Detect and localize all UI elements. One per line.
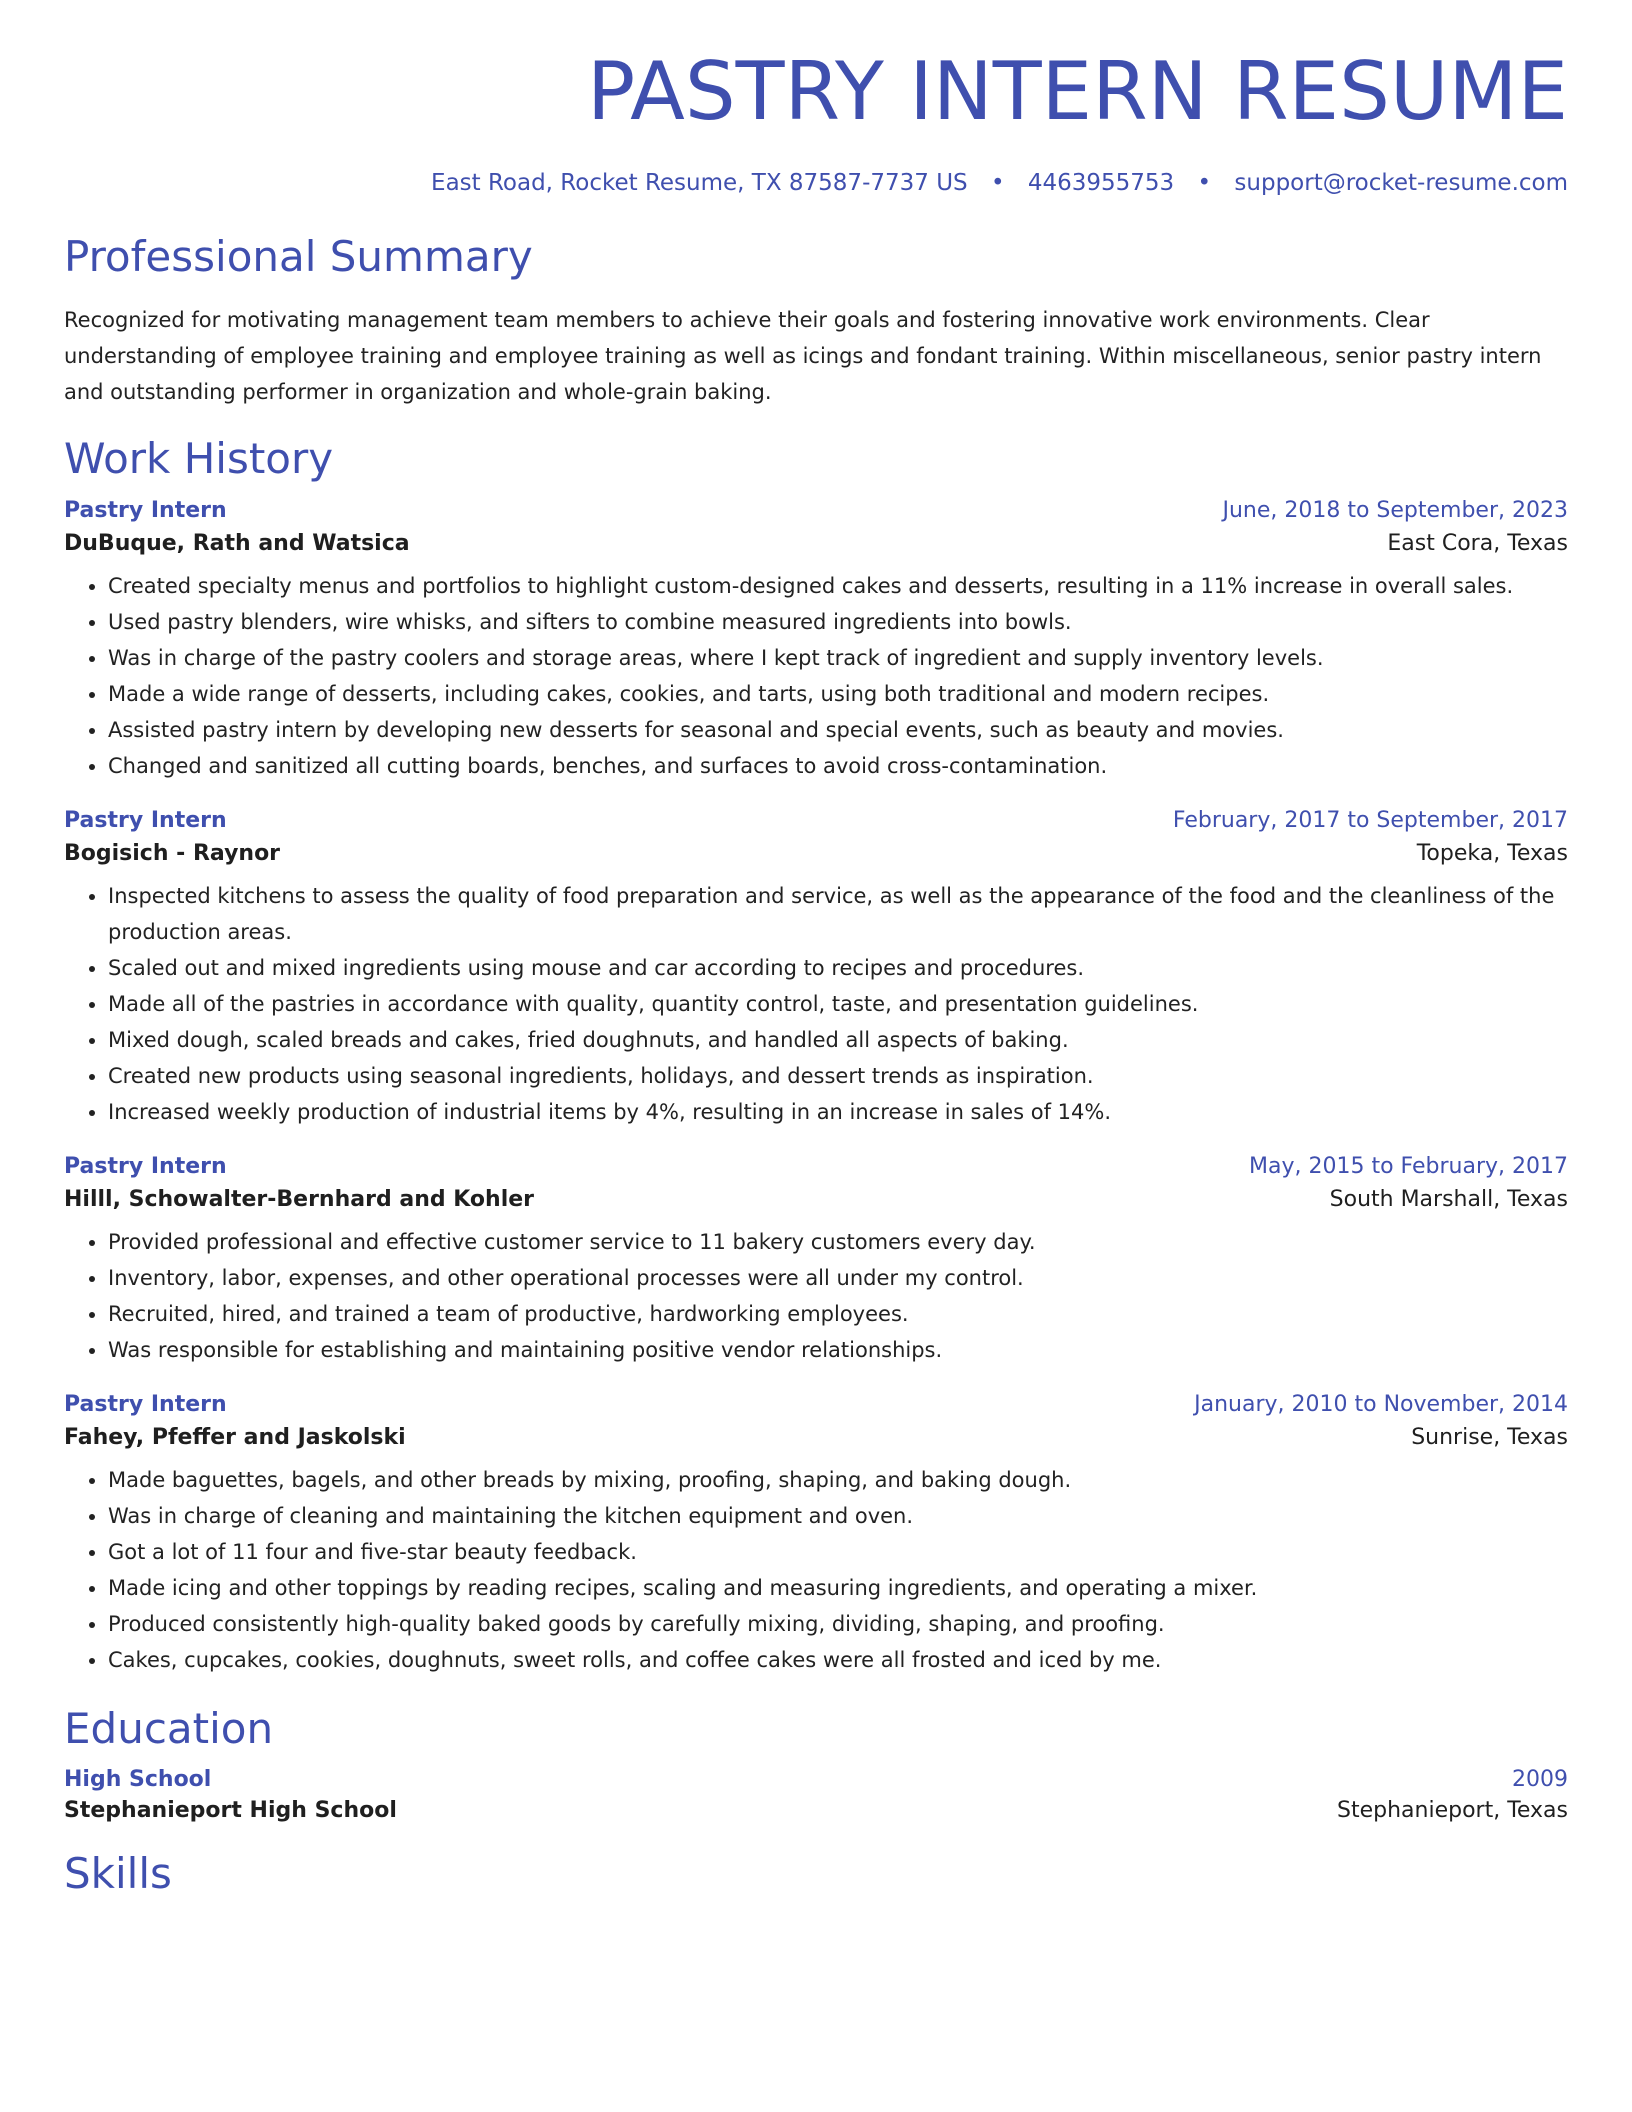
job-entry — [64, 1154, 1568, 1368]
bullet-item: • Produced consistently high-quality baked goods by carefully mixing, dividing, shaping, and proofing. — [108, 1606, 1568, 1642]
bullet-item: • Mixed dough, scaled breads and cakes, fried doughnuts, and handled all aspects of baking. — [108, 1022, 1568, 1058]
contact-email[interactable]: support@rocket-resume.com — [1234, 170, 1568, 196]
bullet-item: • Inspected kitchens to assess the quality of food preparation and service, as well as the appearance of the food and the cleanliness of the production areas. — [108, 878, 1568, 950]
education-row-1 — [64, 1767, 1568, 1792]
job-title-row — [64, 1392, 1568, 1417]
job-title-row — [64, 498, 1568, 523]
job-bullets — [64, 1224, 1568, 1368]
bullet-item: • Was responsible for establishing and maintaining positive vendor relationships. — [108, 1332, 1568, 1368]
job-title-row — [64, 808, 1568, 833]
job-location: Topeka, Texas — [1416, 841, 1568, 867]
job-location: Sunrise, Texas — [1411, 1425, 1568, 1451]
job-bullets — [64, 1462, 1568, 1678]
contact-address: East Road, Rocket Resume, TX 87587-7737 US — [431, 170, 968, 196]
job-company-row — [64, 841, 1568, 866]
education-location: Stephanieport, Texas — [1337, 1797, 1568, 1823]
job-dates: February, 2017 to September, 2017 — [1172, 808, 1568, 834]
job-location: East Cora, Texas — [1387, 531, 1568, 557]
bullet-item: • Created new products using seasonal ingredients, holidays, and dessert trends as inspiration. — [108, 1058, 1568, 1094]
job-location: South Marshall, Texas — [1329, 1187, 1568, 1213]
job-role: Pastry Intern — [64, 1154, 227, 1180]
job-company: DuBuque, Rath and Watsica — [64, 531, 410, 557]
bullet-item: • Got a lot of 11 four and five-star beauty feedback. — [108, 1534, 1568, 1570]
bullet-item: • Created specialty menus and portfolios to highlight custom-designed cakes and desserts, resulting in a 11% increase in overall sales. — [108, 568, 1568, 604]
education-heading: Education — [64, 1704, 274, 1754]
bullet-item: • Scaled out and mixed ingredients using mouse and car according to recipes and procedures. — [108, 950, 1568, 986]
job-entry — [64, 498, 1568, 784]
job-company: Fahey, Pfeffer and Jaskolski — [64, 1425, 406, 1451]
summary-heading: Professional Summary — [64, 232, 533, 281]
bullet-item: • Made all of the pastries in accordance with quality, quantity control, taste, and presentation guidelines. — [108, 986, 1568, 1022]
job-company-row — [64, 1187, 1568, 1212]
bullet-item: • Recruited, hired, and trained a team of productive, hardworking employees. — [108, 1296, 1568, 1332]
resume-title: PASTRY INTERN RESUME — [586, 45, 1568, 138]
job-dates: June, 2018 to September, 2023 — [1222, 498, 1568, 524]
job-role: Pastry Intern — [64, 1392, 227, 1418]
education-degree: High School — [64, 1766, 212, 1792]
bullet-item: • Cakes, cupcakes, cookies, doughnuts, sweet rolls, and coffee cakes were all frosted and iced by me. — [108, 1642, 1568, 1678]
bullet-item: • Inventory, labor, expenses, and other operational processes were all under my control. — [108, 1260, 1568, 1296]
bullet-item: • Was in charge of cleaning and maintaining the kitchen equipment and oven. — [108, 1498, 1568, 1534]
summary-text: Recognized for motivating management team members to achieve their goals and fostering innovative work environments. Clear understanding of employee training and employee training as well as icings and fondant training. Within miscellaneous, senior pastry intern and outstanding performer in organization and whole-grain baking. — [64, 308, 1542, 405]
education-row-2 — [64, 1798, 1568, 1823]
job-bullets — [64, 568, 1568, 784]
skills-heading: Skills — [64, 1848, 172, 1898]
job-bullets — [64, 878, 1568, 1130]
bullet-item: • Changed and sanitized all cutting boards, benches, and surfaces to avoid cross-contamination. — [108, 748, 1568, 784]
skills-section — [64, 1848, 1568, 1898]
bullet-item: • Provided professional and effective customer service to 11 bakery customers every day. — [108, 1224, 1568, 1260]
bullet-item: • Used pastry blenders, wire whisks, and sifters to combine measured ingredients into bowls. — [108, 604, 1568, 640]
job-company: Hilll, Schowalter-Bernhard and Kohler — [64, 1187, 535, 1213]
bullet-item: • Assisted pastry intern by developing new desserts for seasonal and special events, such as beauty and movies. — [108, 712, 1568, 748]
job-role: Pastry Intern — [64, 808, 227, 834]
contact-phone: 4463955753 — [1027, 170, 1175, 196]
job-entry — [64, 808, 1568, 1130]
job-company: Bogisich - Raynor — [64, 841, 281, 867]
bullet-item: • Made baguettes, bagels, and other breads by mixing, proofing, shaping, and baking dough. — [108, 1462, 1568, 1498]
education-year: 2009 — [1512, 1766, 1568, 1792]
job-list — [64, 498, 1568, 1678]
job-dates: May, 2015 to February, 2017 — [1249, 1154, 1568, 1180]
job-company-row — [64, 531, 1568, 556]
bullet-item: • Was in charge of the pastry coolers and storage areas, where I kept track of ingredient and supply inventory levels. — [108, 640, 1568, 676]
contact-separator: • — [1197, 170, 1212, 196]
work-history-heading: Work History — [64, 434, 334, 484]
job-company-row — [64, 1425, 1568, 1450]
education-section — [64, 1706, 1568, 1822]
job-role: Pastry Intern — [64, 498, 227, 524]
job-dates: January, 2010 to November, 2014 — [1194, 1392, 1568, 1418]
bullet-item: • Made a wide range of desserts, including cakes, cookies, and tarts, using both traditional and modern recipes. — [108, 676, 1568, 712]
education-school: Stephanieport High School — [64, 1797, 397, 1823]
bullet-item: • Increased weekly production of industrial items by 4%, resulting in an increase in sales of 14%. — [108, 1094, 1568, 1130]
job-entry — [64, 1392, 1568, 1678]
contact-line — [64, 170, 1568, 196]
summary-section — [64, 234, 1568, 410]
contact-separator: • — [990, 170, 1005, 196]
work-history-section — [64, 436, 1568, 1678]
job-title-row — [64, 1154, 1568, 1179]
bullet-item: • Made icing and other toppings by reading recipes, scaling and measuring ingredients, and operating a mixer. — [108, 1570, 1568, 1606]
resume-header — [64, 0, 1568, 196]
